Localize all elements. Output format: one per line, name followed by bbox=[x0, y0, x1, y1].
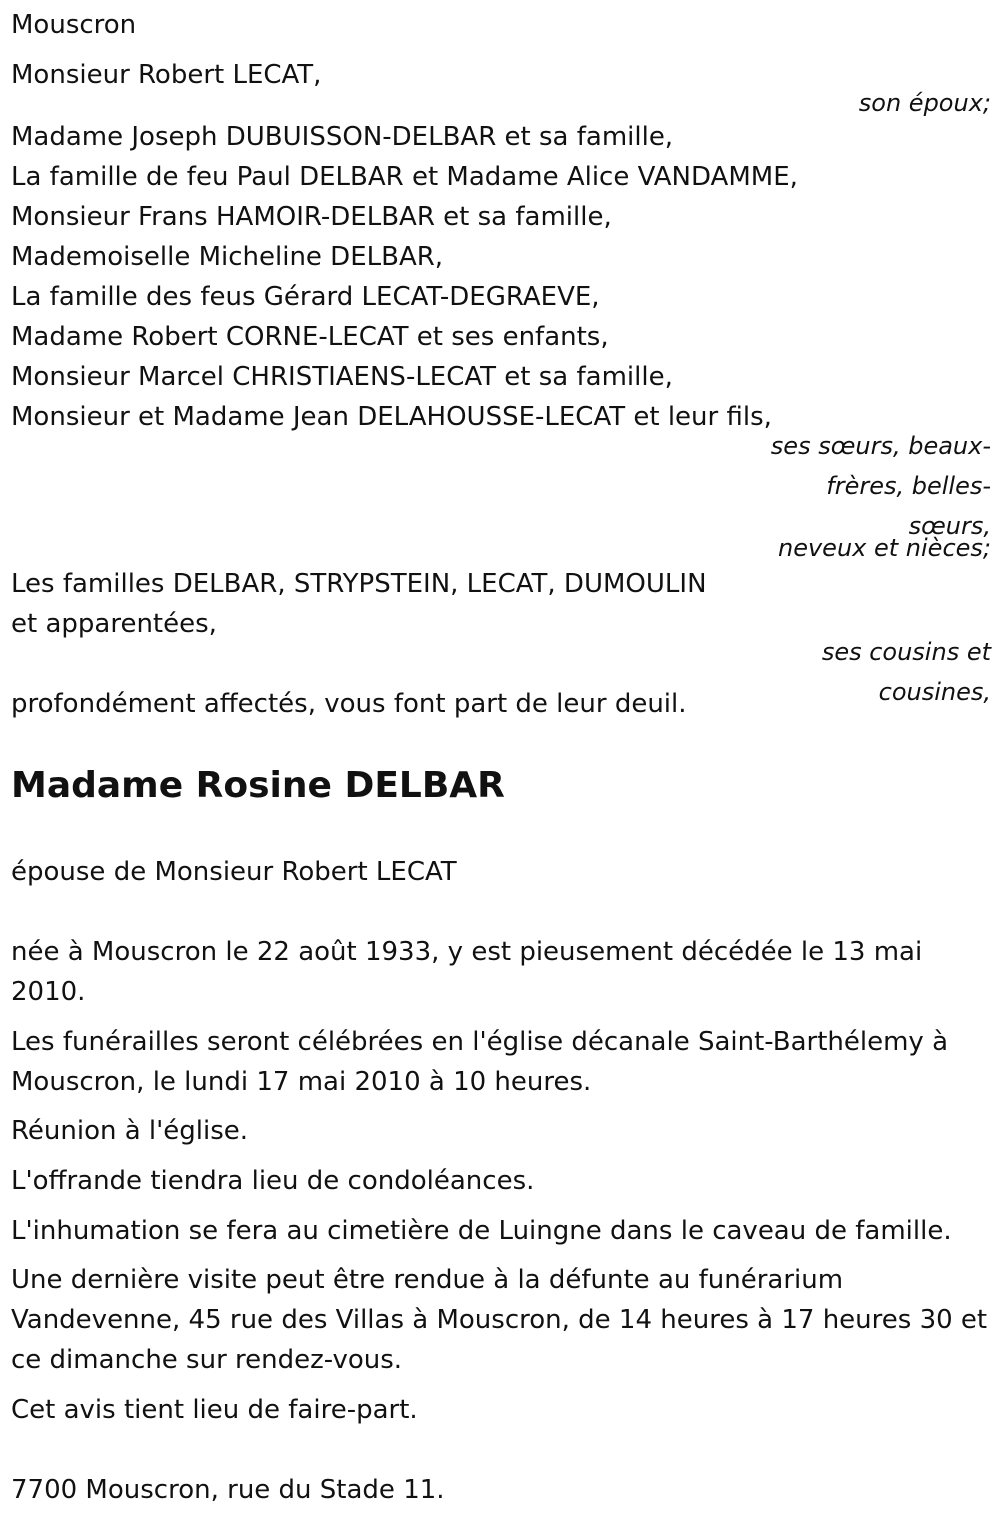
family-line: Madame Robert CORNE-LECAT et ses enfants, bbox=[11, 322, 609, 352]
nephews-relation-note: neveux et nièces; bbox=[778, 534, 991, 562]
family-line: La famille des feus Gérard LECAT-DEGRAEVE, bbox=[11, 282, 600, 312]
husband-relation-note: son époux; bbox=[858, 89, 991, 117]
affected-line: profondément affectés, vous font part de leur deuil. bbox=[11, 689, 687, 719]
visit-line: ce dimanche sur rendez-vous. bbox=[11, 1345, 403, 1375]
visit-line: Vandevenne, 45 rue des Villas à Mouscron, de 14 heures à 17 heures 30 et bbox=[11, 1305, 988, 1335]
visit-line: Une dernière visite peut être rendue à la défunte au funérarium bbox=[11, 1265, 844, 1295]
family-line: Monsieur Frans HAMOIR-DELBAR et sa famille, bbox=[11, 202, 612, 232]
family-line: La famille de feu Paul DELBAR et Madame Alice VANDAMME, bbox=[11, 162, 798, 192]
siblings-note-line: frères, belles- bbox=[826, 472, 991, 500]
husband-line: Monsieur Robert LECAT, bbox=[11, 60, 322, 90]
siblings-note-line: ses sœurs, beaux- bbox=[770, 432, 991, 460]
cousins-note-line: ses cousins et bbox=[821, 638, 991, 666]
family-line: Monsieur et Madame Jean DELAHOUSSE-LECAT et leur fils, bbox=[11, 402, 772, 432]
visit-paragraph bbox=[11, 1260, 987, 1380]
deceased-name: Madame Rosine DELBAR bbox=[11, 765, 505, 806]
family-line: Madame Joseph DUBUISSON-DELBAR et sa famille, bbox=[11, 122, 674, 152]
notice-line: Cet avis tient lieu de faire-part. bbox=[11, 1395, 418, 1425]
meeting-line: Réunion à l'église. bbox=[11, 1116, 249, 1146]
birth-death-line: née à Mouscron le 22 août 1933, y est pieusement décédée le 13 mai bbox=[11, 937, 923, 967]
families-line-2: et apparentées, bbox=[11, 609, 217, 639]
funeral-line: Les funérailles seront célébrées en l'église décanale Saint-Barthélemy à bbox=[11, 1027, 949, 1057]
funeral-paragraph bbox=[11, 1022, 948, 1102]
birth-death-line: 2010. bbox=[11, 977, 86, 1007]
family-line: Mademoiselle Micheline DELBAR, bbox=[11, 242, 444, 272]
family-line: Monsieur Marcel CHRISTIAENS-LECAT et sa famille, bbox=[11, 362, 673, 392]
funeral-line: Mouscron, le lundi 17 mai 2010 à 10 heures. bbox=[11, 1067, 592, 1097]
cousins-relation-note bbox=[822, 632, 991, 712]
burial-line: L'inhumation se fera au cimetière de Luingne dans le caveau de famille. bbox=[11, 1216, 952, 1246]
family-list bbox=[11, 117, 798, 437]
offering-line: L'offrande tiendra lieu de condoléances. bbox=[11, 1166, 535, 1196]
families-line-1: Les familles DELBAR, STRYPSTEIN, LECAT, DUMOULIN bbox=[11, 569, 707, 599]
siblings-note-line: sœurs, bbox=[908, 512, 991, 540]
address-line: 7700 Mouscron, rue du Stade 11. bbox=[11, 1475, 445, 1505]
city-header: Mouscron bbox=[11, 10, 137, 40]
spouse-line: épouse de Monsieur Robert LECAT bbox=[11, 857, 457, 887]
cousins-note-line: cousines, bbox=[878, 678, 991, 706]
birth-death-paragraph bbox=[11, 932, 922, 1012]
